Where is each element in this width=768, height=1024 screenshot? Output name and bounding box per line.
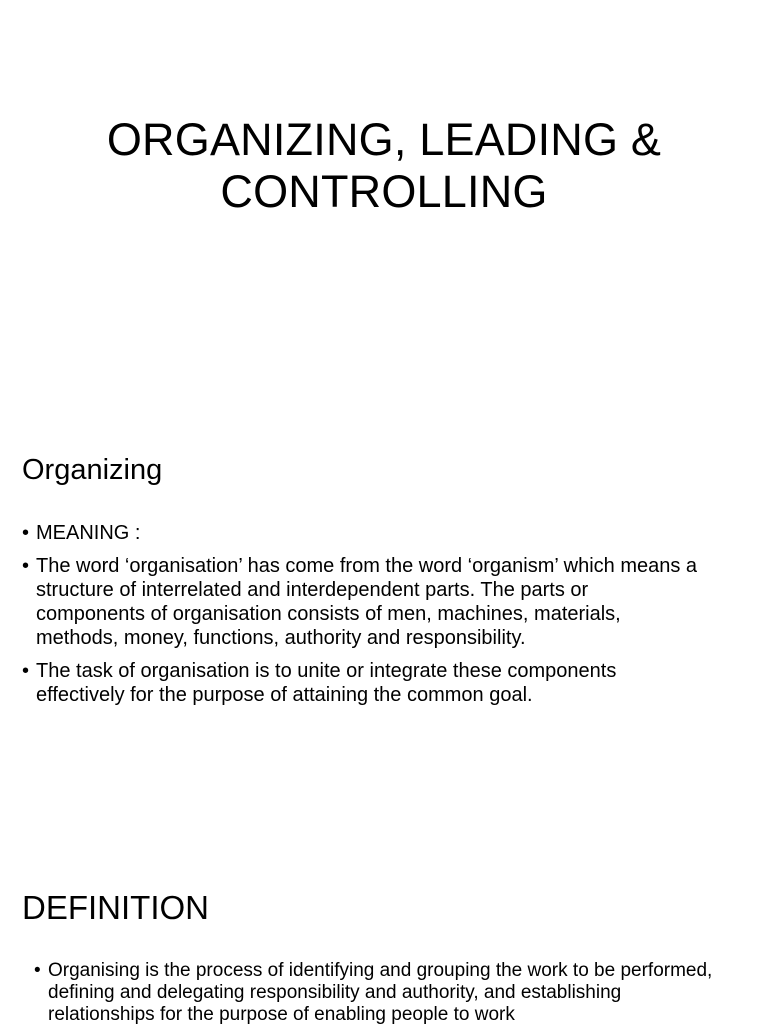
section-heading-definition: DEFINITION bbox=[22, 889, 209, 926]
bullet-item-word-origin bbox=[22, 554, 702, 650]
bullet-dot-icon: • bbox=[34, 960, 41, 981]
title-line-2: CONTROLLING bbox=[220, 166, 548, 217]
bullet-dot-icon: • bbox=[22, 522, 30, 544]
bullet-dot-icon: • bbox=[22, 660, 30, 682]
organizing-slide bbox=[0, 440, 768, 860]
bullet-dot-icon: • bbox=[22, 555, 30, 577]
title-line-1: ORGANIZING, LEADING & bbox=[106, 114, 662, 165]
presentation-title bbox=[0, 114, 768, 218]
bullet-item-meaning bbox=[22, 521, 702, 545]
title-slide bbox=[0, 0, 768, 430]
section-heading-organizing: Organizing bbox=[22, 454, 163, 486]
bullet-text: MEANING : bbox=[36, 522, 141, 544]
organizing-bullet-list bbox=[22, 521, 702, 716]
bullet-text: The word ‘organisation’ has come from the word ‘organism’ which means a structure of interrelated and interdependent parts. The parts or components of organisation consists of men, machines, materials, methods, money, functions, authority and responsibility. bbox=[36, 555, 698, 649]
definition-slide bbox=[0, 880, 768, 1024]
bullet-item-definition bbox=[34, 960, 714, 1024]
bullet-text: The task of organisation is to unite or integrate these components effectively for the purpose of attaining the common goal. bbox=[36, 660, 617, 706]
bullet-item-task bbox=[22, 659, 702, 707]
bullet-text: Organising is the process of identifying and grouping the work to be performed, defining and delegating responsibility and authority, and establishing relationships for the purpose of enabling people to work bbox=[48, 960, 713, 1024]
definition-bullet-list bbox=[34, 960, 714, 1024]
